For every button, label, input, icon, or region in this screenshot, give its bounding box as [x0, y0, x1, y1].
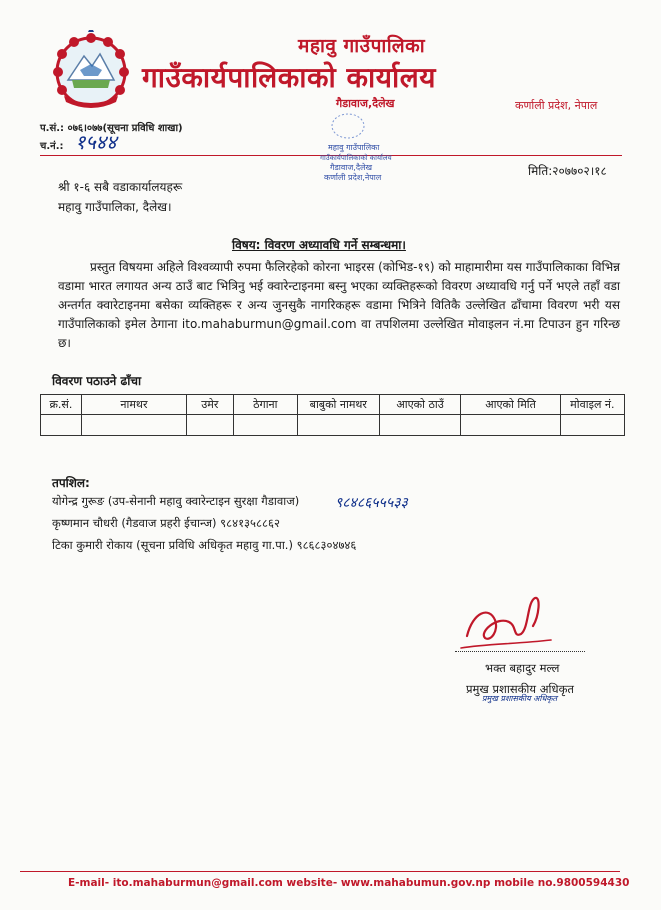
- col-mobile: मोवाइल नं.: [560, 395, 624, 415]
- template-title: विवरण पठाउने ढाँचा: [52, 374, 142, 388]
- dispatch-number-handwritten: १५४४: [75, 130, 117, 154]
- handwritten-phone-number: ९८४८६५५५३३: [335, 495, 408, 511]
- stamp-line-3: गैडावाज,दैलेख: [330, 163, 373, 172]
- letter-subject: विषय: विवरण अध्यावधि गर्ने सम्बन्धमा।: [232, 238, 406, 252]
- office-place: गैडावाज,दैलेख: [336, 97, 395, 110]
- office-title: गाउँकार्यपालिकाको कार्यालय: [142, 61, 436, 94]
- col-address: ठेगाना: [233, 395, 297, 415]
- col-age: उमेर: [186, 395, 233, 415]
- details-template-table: [40, 394, 625, 436]
- contact-item-1: योगेन्द्र गुरूङ (उप-सेनानी महावु क्वारेन्टाइन सुरक्षा गैडावाज): [52, 494, 300, 508]
- letter-date: मिति:२०७७०२।१८: [528, 164, 607, 178]
- office-name: महावु गाउँपालिका: [298, 35, 426, 57]
- col-arrival-date: आएको मिति: [461, 395, 560, 415]
- stamp-line-2: गाउँकार्यपालिकाको कार्यालय: [320, 154, 392, 162]
- signatory-title: प्रमुख प्रशासकीय अधिकृत: [466, 682, 574, 696]
- footer-divider: [20, 871, 620, 872]
- dispatch-label: च.नं.:: [40, 141, 64, 152]
- col-serial: क्र.सं.: [41, 395, 82, 415]
- col-name: नामथर: [81, 395, 186, 415]
- nepal-emblem-logo: [50, 30, 132, 110]
- contacts-title: तपशिल:: [52, 476, 90, 490]
- letter-body: प्रस्तुत विषयमा अहिले विश्वव्यापी रुपमा फैलिरहेको कोरना भाइरस (कोभिड-१९) को माहामारीमा यस गाउँपालिकाका विभिन्न वडामा भारत लगायत अन्य ठाउँ बाट भित्रिनु भई क्वारेन्टाइनमा बस्नु भएका व्यक्तिहरूको विवरण अध्यावधि गर्नु पर्ने भएले तहाँ वडा अन्तर्गत क्वारेटाइनमा बसेका व्यक्तिहरू र अन्य जुनसुकै नागरिकहरू वडामा भित्रिने वितिकै उल्लेखित ढाँचामा विवरण भरी यस गाउँपालिकाको इमेल ठेगाना ito.mahaburmun@gmail.com वा तपशिलमा उल्लेखित मोवाइलन नं.मा टिपाउन हुन गरिन्छ छ।: [58, 260, 620, 350]
- stamp-line-4: कर्णाली प्रदेश,नेपाल: [324, 173, 382, 182]
- table-cell: [461, 415, 560, 436]
- col-origin-place: आएको ठाउँ: [379, 395, 461, 415]
- col-father-name: बाबुको नामथर: [297, 395, 379, 415]
- table-cell: [41, 415, 82, 436]
- signatory-name: भक्त बहादुर मल्ल: [485, 661, 560, 675]
- recipient-line-2: महावु गाउँपालिका, दैलेख।: [58, 200, 172, 214]
- handwritten-signature: [455, 592, 565, 654]
- table-cell: [233, 415, 297, 436]
- table-cell: [560, 415, 624, 436]
- footer-contact-line: E-mail- ito.mahaburmun@gmail.com website- www.mahabumun.gov.np mobile no.9800594430: [68, 877, 630, 889]
- recipient-line-1: श्री १-६ सबै वडाकार्यालयहरू: [58, 180, 183, 194]
- signatory-stamp: प्रमुख प्रशासकीय अधिकृत: [482, 694, 558, 703]
- table-cell: [297, 415, 379, 436]
- stamp-line-1: महावु गाउँपालिका: [328, 143, 380, 152]
- table-cell: [186, 415, 233, 436]
- table-cell: [81, 415, 186, 436]
- table-cell: [379, 415, 461, 436]
- table-row: [41, 415, 625, 436]
- contact-item-3: टिका कुमारी रोकाय (सूचना प्रविधि अधिकृत महावु गा.पा.) ९८६८३०४७४६: [52, 538, 357, 552]
- office-province: कर्णाली प्रदेश, नेपाल: [515, 99, 598, 112]
- contact-item-2: कृष्णमान चौधरी (गैडवाज प्रहरी ईचान्ज) ९८४१३५८८६२: [52, 516, 280, 530]
- reference-number: प.सं.: ०७६।०७७(सूचना प्रविधि शाखा): [40, 123, 183, 134]
- table-header-row: [41, 395, 625, 415]
- office-stamp: [318, 112, 408, 190]
- signature-line: [455, 651, 585, 652]
